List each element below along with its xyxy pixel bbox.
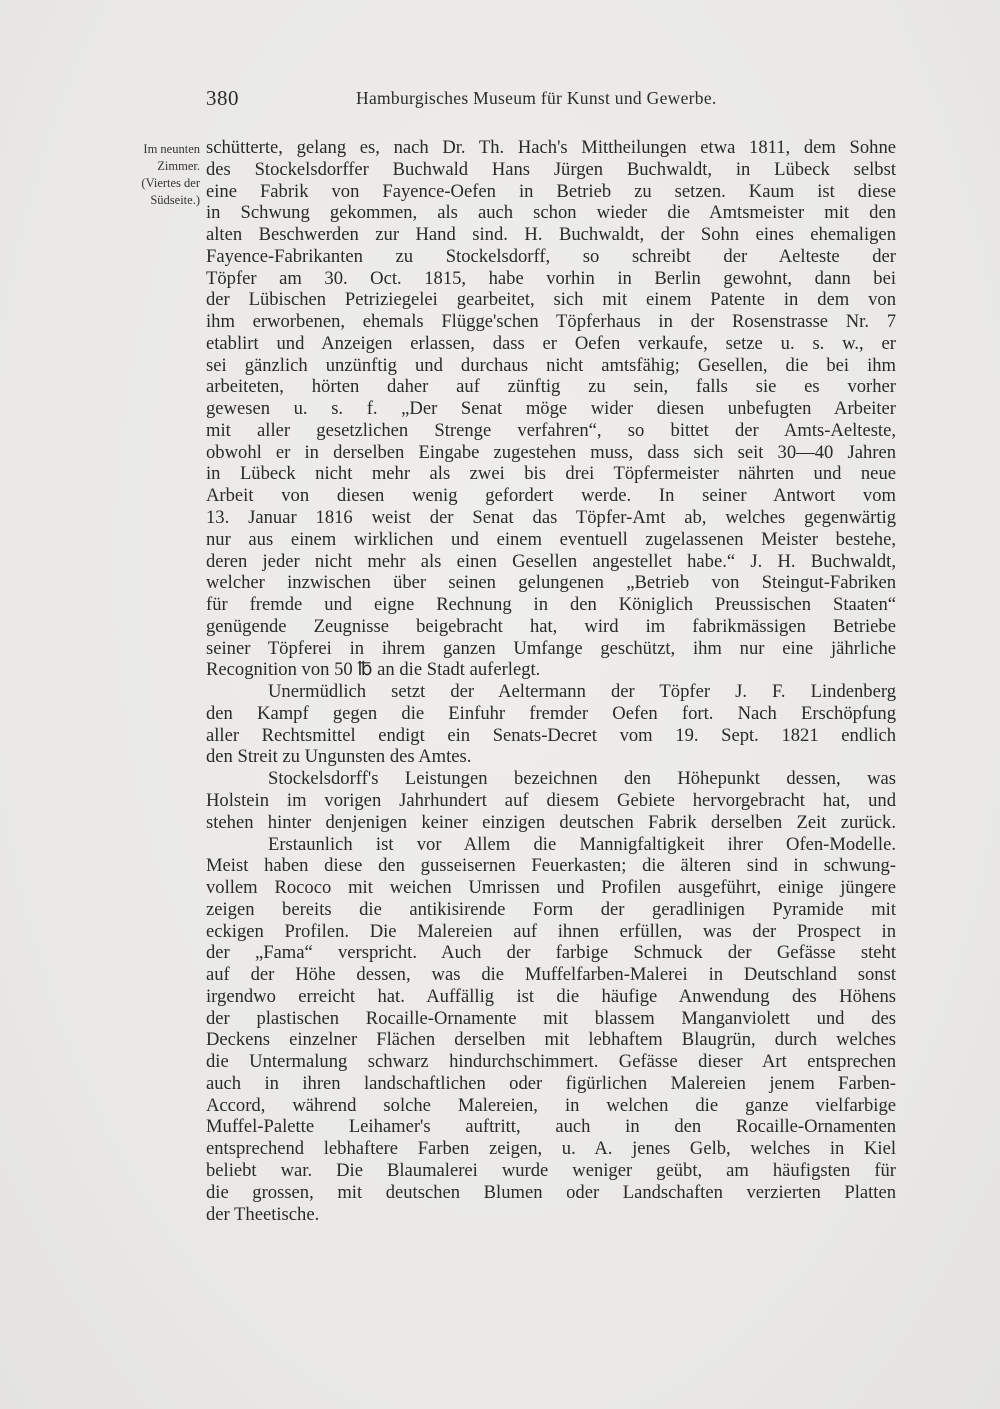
text-line: auch in ihren landschaftlichen oder figürlichen Malereien jenem Farben- — [206, 1072, 896, 1094]
text-line: alten Beschwerden zur Hand sind. H. Buchwaldt, der Sohn eines ehemaligen — [206, 224, 896, 246]
text-line: Recognition von 50 ℔ an die Stadt auferlegt. — [206, 659, 541, 681]
text-line: gewesen u. s. f. „Der Senat möge wider diesen unbefugten Arbeiter — [206, 398, 896, 420]
text-line: eine Fabrik von Fayence-Oefen in Betrieb zu setzen. Kaum ist diese — [206, 180, 896, 202]
text-line: Erstaunlich ist vor Allem die Mannigfaltigkeit ihrer Ofen-Modelle. — [268, 833, 896, 855]
text-line: des Stockelsdorffer Buchwald Hans Jürgen Buchwaldt, in Lübeck selbst — [206, 158, 896, 180]
margin-note-line: Zimmer. — [157, 159, 200, 173]
text-line: den Kampf gegen die Einfuhr fremder Oefen fort. Nach Erschöpfung — [206, 702, 896, 724]
text-line: der Theetische. — [206, 1203, 320, 1225]
text-line: arbeiteten, hörten daher auf zünftig zu sein, falls sie es vorher — [206, 376, 896, 398]
text-line: für fremde und eigne Rechnung in den Königlich Preussischen Staaten“ — [206, 594, 896, 616]
text-line: Meist haben diese den gusseisernen Feuerkasten; die älteren sind in schwung- — [206, 855, 896, 877]
text-line: irgendwo erreicht hat. Auffällig ist die häufige Anwendung des Höhens — [206, 985, 896, 1007]
text-line: entsprechend lebhaftere Farben zeigen, u. A. jenes Gelb, welches in Kiel — [206, 1138, 896, 1160]
running-title: Hamburgisches Museum für Kunst und Gewerbe. — [356, 88, 717, 108]
text-line: beliebt war. Die Blaumalerei wurde weniger geübt, am häufigsten für — [206, 1159, 896, 1181]
text-line: Deckens einzelner Flächen derselben mit lebhaftem Blaugrün, durch welches — [206, 1029, 896, 1051]
text-line: seiner Töpferei in ihrem ganzen Umfange geschützt, ihm nur eine jährliche — [206, 637, 896, 659]
margin-note-line: Südseite.) — [150, 193, 200, 207]
text-line: in Lübeck nicht mehr als zwei bis drei Töpfermeister nährten und neue — [206, 463, 896, 485]
text-line: nur aus einem wirklichen und einem eventuell zugelassenen Meister bestehe, — [206, 528, 896, 550]
text-line: der „Fama“ verspricht. Auch der farbige Schmuck der Gefässe steht — [206, 942, 896, 964]
text-line: deren jeder nicht mehr als einen Gesellen angestellet habe.“ J. H. Buchwaldt, — [206, 550, 896, 572]
text-line: sei gänzlich unzünftig und durchaus nicht amtsfähig; Gesellen, die bei ihm — [206, 354, 896, 376]
text-line: die Untermalung schwarz hindurchschimmert. Gefässe dieser Art entsprechen — [206, 1051, 896, 1073]
page-number: 380 — [206, 86, 239, 110]
text-line: ihm erworbenen, ehemals Flügge'schen Töpferhaus in der Rosenstrasse Nr. 7 — [206, 311, 896, 333]
text-line: in Schwung gekommen, als auch schon wieder die Amtsmeister mit den — [206, 202, 896, 224]
text-line: Muffel-Palette Leihamer's auftritt, auch in den Rocaille-Ornamenten — [206, 1116, 896, 1138]
margin-note-line: (Viertes der — [141, 176, 200, 190]
text-line: Unermüdlich setzt der Aeltermann der Töpfer J. F. Lindenberg — [268, 681, 896, 703]
page-header — [206, 86, 896, 116]
text-line: schütterte, gelang es, nach Dr. Th. Hach's Mittheilungen etwa 1811, dem Sohne — [206, 137, 896, 158]
text-line: 13. Januar 1816 weist der Senat das Töpfer-Amt ab, welches gegenwärtig — [206, 507, 896, 529]
text-line: Töpfer am 30. Oct. 1815, habe vorhin in Berlin gewohnt, dann bei — [206, 267, 896, 289]
text-line: Arbeit von diesen wenig gefordert werde. In seiner Antwort vom — [206, 485, 896, 507]
text-line: Holstein im vorigen Jahrhundert auf diesem Gebiete hervorgebracht hat, und — [206, 789, 896, 811]
text-line: Stockelsdorff's Leistungen bezeichnen den Höhepunkt dessen, was — [268, 768, 896, 790]
text-line: aller Rechtsmittel endigt ein Senats-Decret vom 19. Sept. 1821 endlich — [206, 724, 896, 746]
text-line: welcher inzwischen über seinen gelungenen „Betrieb von Steingut-Fabriken — [206, 572, 896, 594]
text-line: obwohl er in derselben Eingabe zugestehen muss, dass sich seit 30—40 Jahren — [206, 441, 896, 463]
margin-note-line: Im neunten — [143, 142, 200, 156]
text-line: vollem Rococo mit weichen Umrissen und Profilen ausgeführt, einige jüngere — [206, 877, 896, 899]
margin-note — [96, 141, 200, 209]
body-text — [206, 137, 896, 1225]
text-line: stehen hinter denjenigen keiner einzigen deutschen Fabrik derselben Zeit zurück. — [206, 811, 896, 833]
text-line: der Lübischen Petriziegelei gearbeitet, sich mit einem Patente in dem von — [206, 289, 896, 311]
text-line: genügende Zeugnisse beigebracht hat, wird im fabrikmässigen Betriebe — [206, 615, 896, 637]
text-line: die grossen, mit deutschen Blumen oder Landschaften verzierten Platten — [206, 1181, 896, 1203]
text-line: etablirt und Anzeigen erlassen, dass er Oefen verkaufe, setze u. s. w., er — [206, 332, 896, 354]
text-line: auf der Höhe dessen, was die Muffelfarben-Malerei in Deutschland sonst — [206, 964, 896, 986]
text-line: mit aller gesetzlichen Strenge verfahren“, so bittet der Amts-Aelteste, — [206, 419, 896, 441]
text-line: eckigen Profilen. Die Malereien auf ihnen erfüllen, was der Prospect in — [206, 920, 896, 942]
text-line: den Streit zu Ungunsten des Amtes. — [206, 746, 472, 768]
text-line: Accord, während solche Malereien, in welchen die ganze vielfarbige — [206, 1094, 896, 1116]
text-line: zeigen bereits die antikisirende Form der geradlinigen Pyramide mit — [206, 898, 896, 920]
text-line: der plastischen Rocaille-Ornamente mit blassem Manganviolett und des — [206, 1007, 896, 1029]
text-line: Fayence-Fabrikanten zu Stockelsdorff, so schreibt der Aelteste der — [206, 245, 896, 267]
